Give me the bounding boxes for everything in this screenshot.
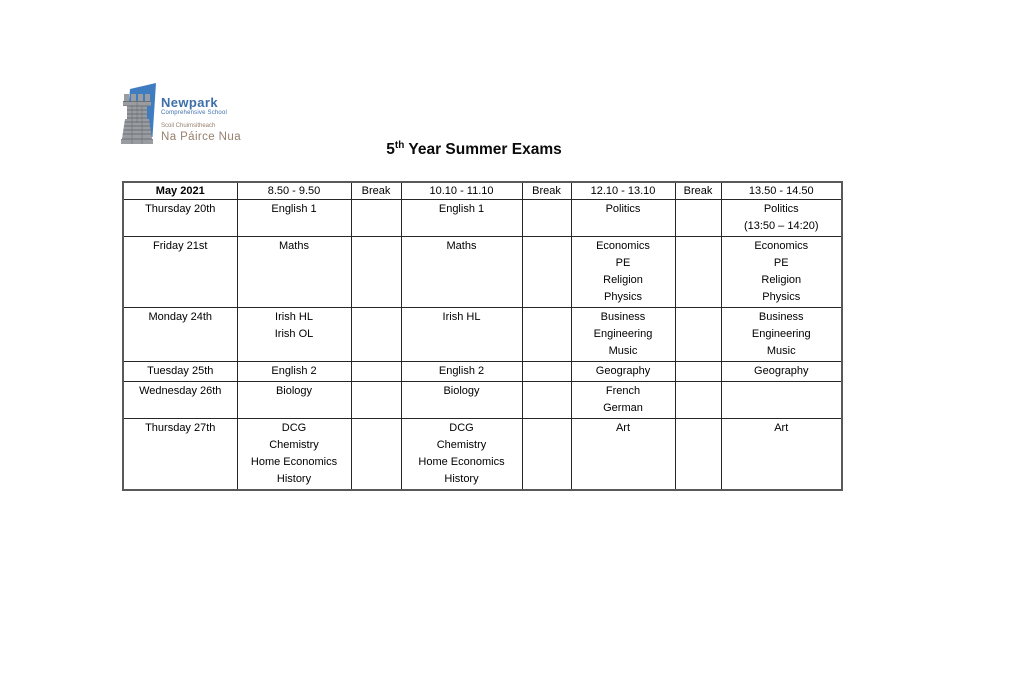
- subject-line: Art: [774, 422, 789, 434]
- break-cell: [522, 200, 571, 237]
- subject-line: Business: [600, 311, 646, 323]
- subject-line: Politics: [763, 203, 799, 215]
- subject-cell: [721, 362, 842, 382]
- column-header-break-1: Break: [351, 182, 401, 200]
- break-cell: [675, 382, 721, 419]
- subject-cell: [571, 237, 675, 308]
- subject-line: (13:50 – 14:20): [743, 220, 819, 232]
- break-cell: [675, 362, 721, 382]
- subject-line: Economics: [596, 240, 650, 252]
- table-row: [123, 200, 842, 237]
- logo-text-block: [161, 83, 241, 143]
- subject-cell: [401, 200, 522, 237]
- subject-line: Chemistry: [269, 439, 319, 451]
- subject-cell: [721, 419, 842, 491]
- exam-table: [122, 181, 843, 491]
- subject-cell: [401, 308, 522, 362]
- day-cell: Friday 21st: [123, 237, 237, 308]
- subject-cell: [237, 237, 351, 308]
- subject-cell: [237, 382, 351, 419]
- break-cell: [522, 237, 571, 308]
- day-cell: Thursday 20th: [123, 200, 237, 237]
- subject-line: English 1: [271, 203, 317, 215]
- subject-line: Home Economics: [250, 456, 338, 468]
- subject-line: English 1: [438, 203, 485, 215]
- subject-cell: [571, 200, 675, 237]
- logo-school-subtitle: Comprehensive School: [161, 110, 228, 116]
- subject-line: Economics: [754, 240, 809, 252]
- column-header-time-3: 12.10 - 13.10: [571, 182, 675, 200]
- subject-cell: [401, 362, 522, 382]
- exam-table-body: [123, 200, 842, 491]
- subject-line: DCG: [281, 422, 307, 434]
- title-prefix: 5: [386, 141, 395, 159]
- subject-cell: [401, 419, 522, 491]
- page-title: [122, 136, 826, 159]
- subject-cell: [237, 200, 351, 237]
- subject-cell: [571, 308, 675, 362]
- subject-line: Music: [608, 345, 638, 357]
- logo-irish-name: Na Páirce Nua: [161, 131, 241, 143]
- subject-line: English 2: [438, 365, 485, 377]
- subject-cell: [237, 419, 351, 491]
- subject-cell: [237, 308, 351, 362]
- subject-cell: [571, 419, 675, 491]
- day-cell: Monday 24th: [123, 308, 237, 362]
- subject-cell: [721, 237, 842, 308]
- header-row: [123, 182, 842, 200]
- break-cell: [522, 382, 571, 419]
- subject-line: Biology: [443, 385, 480, 397]
- column-header-time-2: 10.10 - 11.10: [401, 182, 522, 200]
- subject-line: Geography: [754, 365, 809, 377]
- break-cell: [351, 200, 401, 237]
- break-cell: [522, 362, 571, 382]
- column-header-time-1: 8.50 - 9.50: [237, 182, 351, 200]
- subject-cell: [401, 237, 522, 308]
- break-cell: [351, 419, 401, 491]
- subject-line: German: [603, 402, 643, 414]
- subject-line: Engineering: [593, 328, 653, 340]
- subject-line: Home Economics: [418, 456, 505, 468]
- subject-line: Music: [766, 345, 796, 357]
- subject-line: Irish HL: [275, 311, 313, 323]
- column-header-break-2: Break: [522, 182, 571, 200]
- subject-cell: [571, 382, 675, 419]
- subject-line: Irish HL: [442, 311, 481, 323]
- break-cell: [675, 308, 721, 362]
- break-cell: [522, 308, 571, 362]
- table-row: [123, 237, 842, 308]
- subject-line: Biology: [275, 385, 313, 397]
- subject-line: Maths: [279, 240, 309, 252]
- subject-line: Art: [615, 422, 631, 434]
- break-cell: [675, 200, 721, 237]
- subject-cell: [721, 308, 842, 362]
- subject-line: PE: [773, 257, 789, 269]
- subject-line: Chemistry: [436, 439, 487, 451]
- logo-irish-subtitle: Scoil Chuimsitheach: [161, 123, 216, 129]
- subject-line: Irish OL: [274, 328, 314, 340]
- subject-line: Politics: [605, 203, 641, 215]
- table-row: [123, 382, 842, 419]
- column-header-time-4: 13.50 - 14.50: [721, 182, 842, 200]
- column-header-break-3: Break: [675, 182, 721, 200]
- title-superscript: th: [394, 140, 405, 151]
- subject-line: PE: [615, 257, 631, 269]
- table-row: [123, 419, 842, 491]
- day-cell: Wednesday 26th: [123, 382, 237, 419]
- day-cell: Tuesday 25th: [123, 362, 237, 382]
- break-cell: [351, 362, 401, 382]
- subject-line: History: [276, 473, 312, 485]
- subject-line: French: [605, 385, 641, 397]
- subject-line: Religion: [761, 274, 802, 286]
- subject-line: Physics: [762, 291, 801, 303]
- subject-line: Business: [758, 311, 804, 323]
- break-cell: [351, 308, 401, 362]
- subject-line: English 2: [271, 365, 317, 377]
- table-row: [123, 308, 842, 362]
- subject-line: History: [444, 473, 479, 485]
- break-cell: [675, 419, 721, 491]
- break-cell: [351, 237, 401, 308]
- subject-cell: [571, 362, 675, 382]
- table-row: [123, 362, 842, 382]
- subject-line: Religion: [603, 274, 643, 286]
- subject-cell: [401, 382, 522, 419]
- break-cell: [675, 237, 721, 308]
- subject-line: Engineering: [751, 328, 811, 340]
- subject-line: Geography: [595, 365, 651, 377]
- subject-cell: [721, 200, 842, 237]
- subject-line: Physics: [604, 291, 642, 303]
- break-cell: [351, 382, 401, 419]
- day-cell: Thursday 27th: [123, 419, 237, 491]
- logo-school-name: Newpark: [161, 95, 218, 110]
- subject-cell: [237, 362, 351, 382]
- subject-line: DCG: [449, 422, 474, 434]
- column-header-month: May 2021: [123, 182, 237, 200]
- title-text: Year Summer Exams: [404, 141, 562, 159]
- break-cell: [522, 419, 571, 491]
- subject-line: Maths: [446, 240, 477, 252]
- subject-cell: [721, 382, 842, 419]
